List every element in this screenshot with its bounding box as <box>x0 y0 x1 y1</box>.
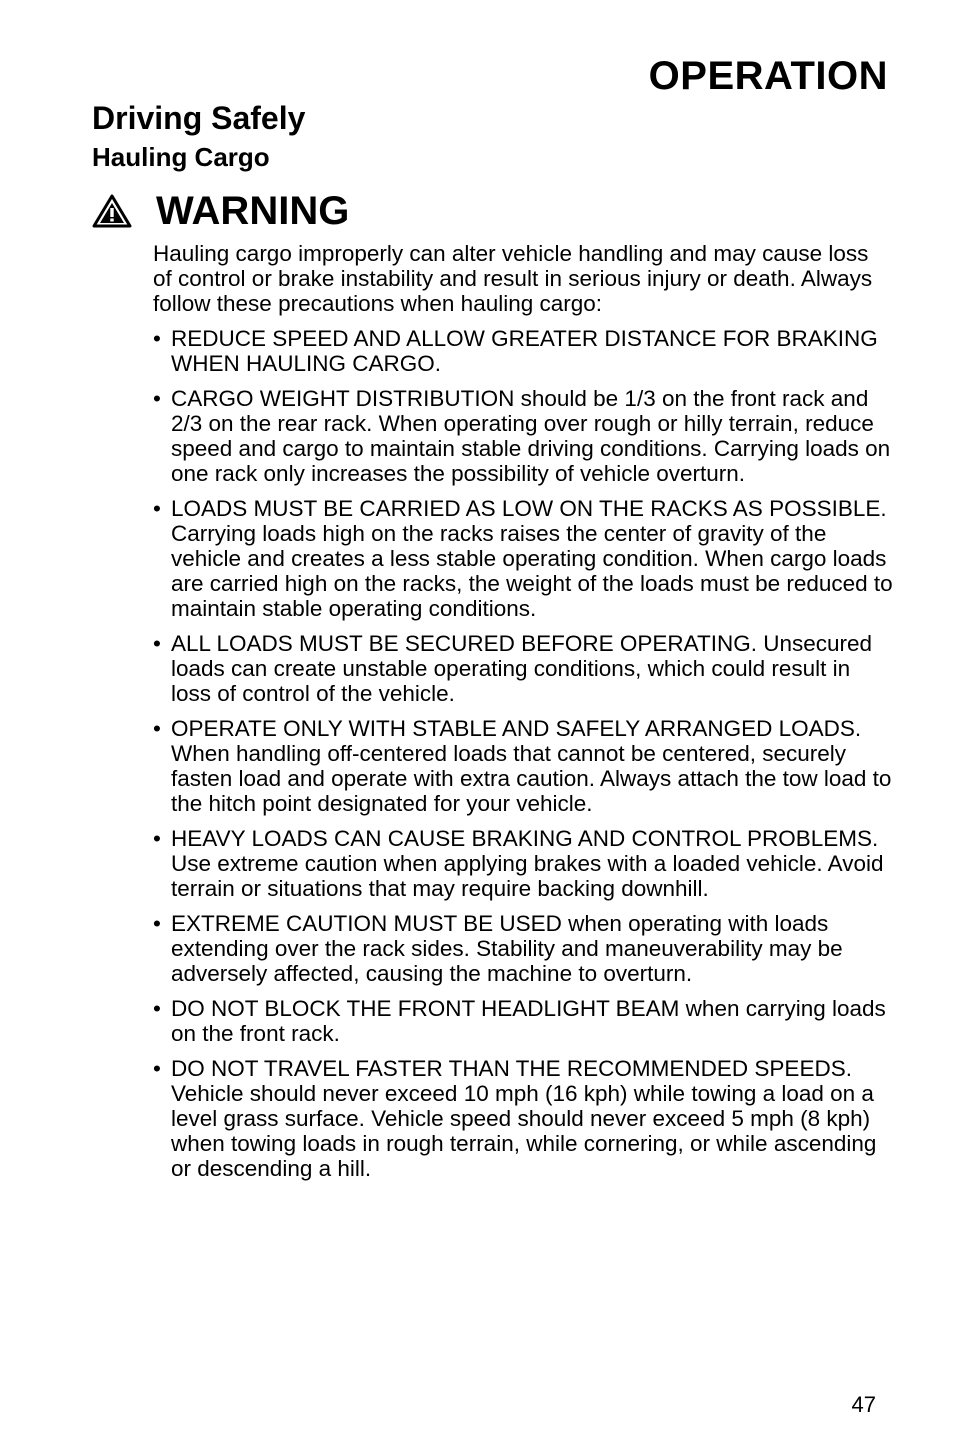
bullet-icon: • <box>153 386 161 411</box>
list-item <box>153 386 893 486</box>
section-title: Driving Safely <box>92 100 306 136</box>
list-item-text: ALL LOADS MUST BE SECURED BEFORE OPERATING. Unsecured loads can create unstable operating conditions, which could result in loss of control of the vehicle. <box>171 631 873 706</box>
bullet-icon: • <box>153 996 161 1021</box>
section-subtitle: Hauling Cargo <box>92 142 270 172</box>
list-item-text: REDUCE SPEED AND ALLOW GREATER DISTANCE FOR BRAKING WHEN HAULING CARGO. <box>171 326 878 376</box>
list-item <box>153 911 893 986</box>
warning-intro: Hauling cargo improperly can alter vehicle handling and may cause loss of control or brake instability and result in serious injury or death. Always follow these precautions when hauling cargo: <box>153 241 873 316</box>
list-item-text: EXTREME CAUTION MUST BE USED when operating with loads extending over the rack sides. Stability and maneuverability may be adversely affected, causing the machine to overturn. <box>171 911 843 986</box>
list-item-text: DO NOT TRAVEL FASTER THAN THE RECOMMENDED SPEEDS. Vehicle should never exceed 10 mph (16 kph) while towing a load on a level grass surface. Vehicle speed should never exceed 5 mph (8 kph) when towing loads in rough terrain, while cornering, or while ascending or descending a hill. <box>171 1056 877 1181</box>
list-item <box>153 716 893 816</box>
precaution-list <box>153 326 893 1181</box>
list-item-text: DO NOT BLOCK THE FRONT HEADLIGHT BEAM when carrying loads on the front rack. <box>171 996 886 1046</box>
bullet-icon: • <box>153 496 161 521</box>
warning-label: WARNING <box>156 189 350 233</box>
bullet-icon: • <box>153 911 161 936</box>
page-number: 47 <box>851 1392 876 1417</box>
list-item <box>153 326 893 376</box>
warning-triangle-icon <box>92 194 132 228</box>
bullet-icon: • <box>153 1056 161 1081</box>
list-item <box>153 826 893 901</box>
bullet-icon: • <box>153 716 161 741</box>
list-item-text: HEAVY LOADS CAN CAUSE BRAKING AND CONTROL PROBLEMS. Use extreme caution when applying brakes with a loaded vehicle. Avoid terrain or situations that may require backing downhill. <box>171 826 884 901</box>
list-item-text: CARGO WEIGHT DISTRIBUTION should be 1/3 on the front rack and 2/3 on the rear rack. When operating over rough or hilly terrain, reduce speed and cargo to maintain stable driving conditions. Carrying loads on one rack only increases the possibility of vehicle overturn. <box>171 386 891 486</box>
list-item-text: OPERATE ONLY WITH STABLE AND SAFELY ARRANGED LOADS. When handling off-centered loads that cannot be centered, securely fasten load and operate with extra caution. Always attach the tow load to the hitch point designated for your vehicle. <box>171 716 892 816</box>
list-item <box>153 631 893 706</box>
list-item <box>153 496 893 621</box>
bullet-icon: • <box>153 326 161 351</box>
warning-body <box>153 241 893 1191</box>
list-item <box>153 996 893 1046</box>
bullet-icon: • <box>153 826 161 851</box>
bullet-icon: • <box>153 631 161 656</box>
chapter-heading: OPERATION <box>648 54 888 98</box>
list-item-text: LOADS MUST BE CARRIED AS LOW ON THE RACKS AS POSSIBLE. Carrying loads high on the racks raises the center of gravity of the vehicle and creates a less stable operating condition. When cargo loads are carried high on the racks, the weight of the loads must be reduced to maintain stable operating conditions. <box>171 496 893 621</box>
list-item <box>153 1056 893 1181</box>
warning-heading <box>92 188 349 234</box>
